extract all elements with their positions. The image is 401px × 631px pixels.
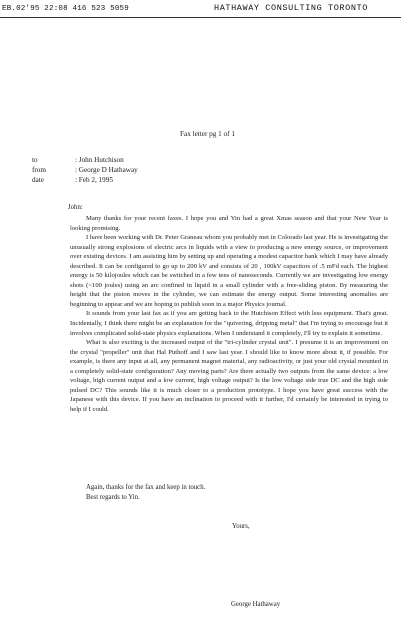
letter-salutation: John: bbox=[68, 204, 83, 211]
meta-date-label: date bbox=[32, 176, 44, 184]
meta-from-value: : George D Hathaway bbox=[75, 166, 138, 174]
letter-meta bbox=[32, 155, 138, 185]
body-paragraph: What is also exciting is the increased output of the "tri-cylinder crystal unit". I presume it is an improvement on the crystal "propeller" unit that Hal Puthoff and I saw last year. I should like to know more about it, if possible. For example, is there any input at all, any permanent magnet material, any radioactivity, or just your old crystal mounted in a completely solid-state configuration? Any moving parts? Are there actually two outputs from the same device: a low voltage, high current output and a low current, high voltage output? Is the low voltage side true DC and the high side pulsed DC? This sounds like it is much closer to a production prototype. I hope you have great success with the Japanese with this device. If you have an inclination to proceed with it further, I'd certainly be interested in trying to help if I could. bbox=[70, 339, 388, 413]
meta-date-value: : Feb 2, 1995 bbox=[75, 176, 113, 184]
meta-to-value: : John Hutchison bbox=[75, 156, 124, 164]
body-paragraph: I have been working with Dr. Peter Graneau whom you probably met in Colorado last year. He is investigating the unusually strong explosions of electric arcs in liquids with a view to producing a new energy source, or improvement over existing devices. I am assisting him by setting up and operating a modest capacitor bank which I may have already described. It can be configured to go up to 200 kV and consists of 20 , 100kV capacitors of .5 mFd each. The highest energy is 50 kilojoules which can be switched in a few tens of nanoseconds. Currently we are investigating low energy shots (<100 joules) using an arc confined in liquid in a small cylinder with a free-sliding piston. By measuring the height that the piston moves in the cylinder, we can estimate the energy output. Some interesting anomalies are beginning to appear and we are hoping to publish soon in a major Physics journal. bbox=[70, 234, 388, 308]
fax-transmission-info: EB.02'95 22:08 416 523 5059 bbox=[2, 5, 129, 13]
letter-valediction: Yours, bbox=[232, 523, 250, 530]
closing-line: Again, thanks for the fax and keep in touch. bbox=[86, 484, 206, 491]
letter-closing bbox=[86, 483, 205, 503]
letter-body bbox=[70, 214, 388, 414]
meta-to-row bbox=[32, 155, 138, 165]
signature-name: George Hathaway bbox=[231, 601, 281, 608]
fax-transmission-header bbox=[0, 2, 401, 18]
fax-header-divider bbox=[0, 17, 401, 18]
body-paragraph: Many thanks for your recent faxes. I hope you and Yin had a great Xmas season and that your New Year is looking promising. bbox=[70, 215, 388, 232]
meta-from-row bbox=[32, 165, 138, 175]
letter-title: Fax letter pg 1 of 1 bbox=[180, 130, 235, 138]
meta-to-label: to bbox=[32, 156, 38, 164]
fax-sender-name: HATHAWAY CONSULTING TORONTO bbox=[214, 3, 368, 13]
body-paragraph: It sounds from your last fax as if you are getting back to the Hutchison Effect with less equipment. That's great. Incidentally, I think there might be an explanation for the "quivering, dripping metal" that I'm trying to encourage but it involves complicated solid-state physics explanations. When I understand it completely, I'll try to explain it sometime. bbox=[70, 310, 388, 337]
closing-line: Best regards to Yin. bbox=[86, 494, 140, 501]
meta-from-label: from bbox=[32, 166, 46, 174]
meta-date-row bbox=[32, 175, 138, 185]
